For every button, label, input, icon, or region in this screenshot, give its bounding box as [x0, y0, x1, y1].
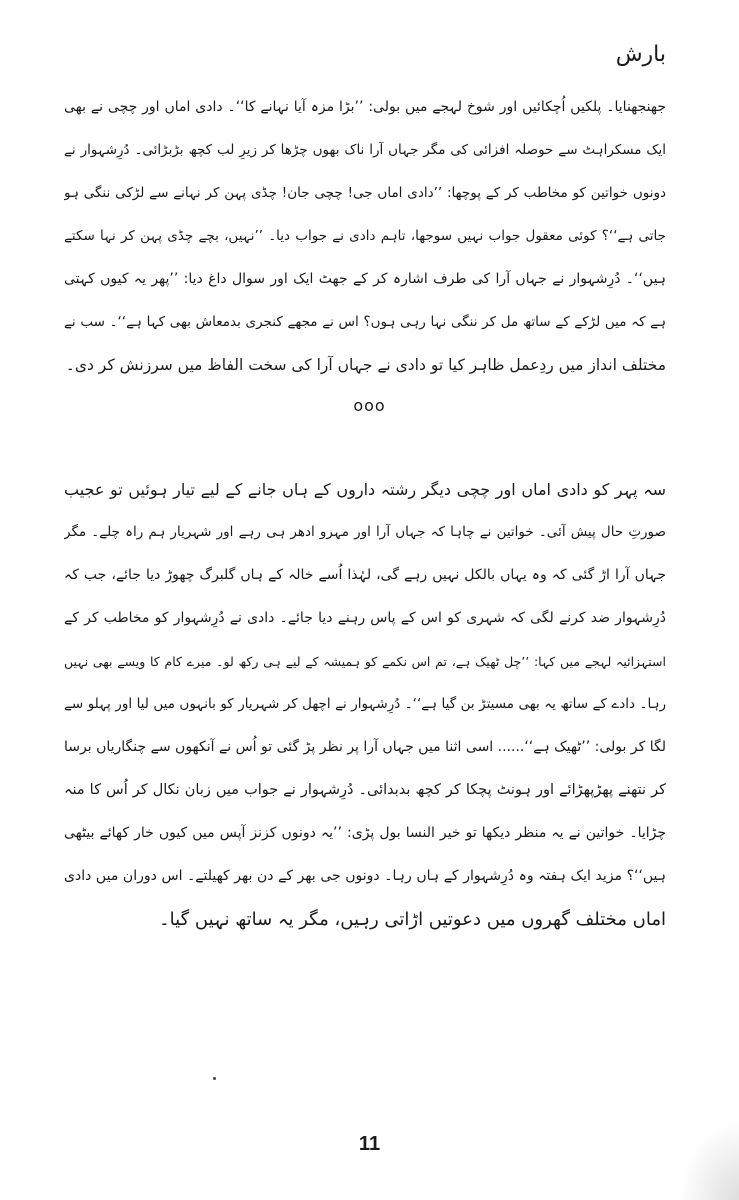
scan-shadow	[679, 1120, 739, 1200]
text-line: جہاں آرا اڑ گئی کہ وہ یہاں بالکل نہیں رہے گی، لہٰذا اُسے خالہ کے ہاں گلبرگ چھوڑ دیا جائے، جب کہ	[64, 567, 666, 583]
text-line: ایک مسکراہٹ سے حوصلہ افزائی کی مگر جہاں آرا ناک بھوں چڑھا کر زیرِ لب کچھ بڑبڑائی۔ دُرِشہوار نے	[64, 142, 666, 158]
page-number: 11	[358, 1133, 381, 1155]
text-line: مختلف انداز میں ردِعمل ظاہر کیا تو دادی نے جہاں آرا کی سخت الفاظ میں سرزنش کر دی۔	[65, 356, 666, 374]
text-line: جاتی ہے‘‘؟ کوئی معقول جواب نہیں سوجھا، تاہم دادی نے جواب دیا۔ ’’نہیں، بچے چڈی پہن کر نہا سکتے	[64, 228, 666, 244]
text-line: ہے کہ میں لڑکے کے ساتھ مل کر ننگی نہا رہی ہوں؟ اس نے مجھے کنجری بدمعاش بھی کہا ہے‘‘۔ سب نے	[64, 314, 666, 330]
text-line: ہیں‘‘۔ دُرِشہوار نے جہاں آرا کی طرف اشارہ کر کے جھٹ ایک اور سوال داغ دیا: ’’پھر یہ کیوں کہتی	[64, 271, 666, 287]
text-line: جھنجھنایا۔ پلکیں اُچکائیں اور شوخ لہجے میں بولی: ’’بڑا مزہ آیا نہانے کا‘‘۔ دادی اماں اور چچی نے بھی	[64, 99, 666, 115]
running-header: بارش	[615, 42, 666, 67]
scan-speck	[213, 1077, 216, 1080]
text-line: استہزائیہ لہجے میں کہا: ’’چل ٹھیک ہے، تم اس نکمے کو ہمیشہ کے لیے ہی رکھ لو۔ میرے کام کا ویسے بھی نہیں	[64, 654, 666, 669]
text-line: اماں مختلف گھروں میں دعوتیں اڑاتی رہیں، مگر یہ ساتھ نہیں گیا۔	[159, 909, 666, 930]
paragraph-1	[64, 86, 666, 387]
text-line: دُرِشہوار ضد کرنے لگی کہ شہری کو اس کے پاس رہنے دیا جائے۔ دادی نے دُرِشہوار کو مخاطب کر کے	[64, 610, 666, 626]
text-line: کر نتھنے پھڑپھڑائے اور ہونٹ پچکا کر کچھ بدبدائی۔ دُرِشہوار نے جواب میں زبان نکال کر اُس کا منہ	[64, 782, 666, 798]
text-line: دونوں خواتین کو مخاطب کر کے پوچھا: ’’دادی اماں جی! چچی جان! چڈی پہن کر نہانے سے لڑکی ننگی ہو	[64, 185, 666, 201]
text-line: صورتِ حال پیش آئی۔ خواتین نے چاہا کہ جہاں آرا اور مہرو ادھر ہی رہے اور شہریار ہم راہ چلے۔ مگر	[64, 524, 666, 540]
text-line: سہ پہر کو دادی اماں اور چچی دیگر رشتہ داروں کے ہاں جانے کے لیے تیار ہوئیں تو عجیب	[64, 480, 666, 499]
paragraph-2	[64, 468, 666, 941]
section-separator: ooo	[353, 396, 386, 415]
text-line: ہیں‘‘؟ مزید ایک ہفتہ وہ دُرِشہوار کے ہاں رہا۔ دونوں جی بھر کے دن بھر کھیلتے۔ اس دوران میں دادی	[64, 868, 666, 884]
text-line: رہا۔ دادے کے ساتھ یہ بھی مسیتڑ بن گیا ہے‘‘۔ دُرِشہوار نے اچھل کر شہریار کو بانہوں میں لیا اور پہلو سے	[64, 696, 666, 712]
text-line: لگا کر بولی: ’’ٹھیک ہے‘‘...... اسی اثنا میں جہاں آرا پر نظر پڑ گئی تو اُس نے آنکھوں سے چنگاریاں برسا	[64, 739, 666, 755]
text-line: چڑایا۔ خواتین نے یہ منظر دیکھا تو خیر النسا بول پڑی: ’’یہ دونوں کزنز آپس میں کیوں خار کھائے بیٹھی	[64, 825, 666, 841]
